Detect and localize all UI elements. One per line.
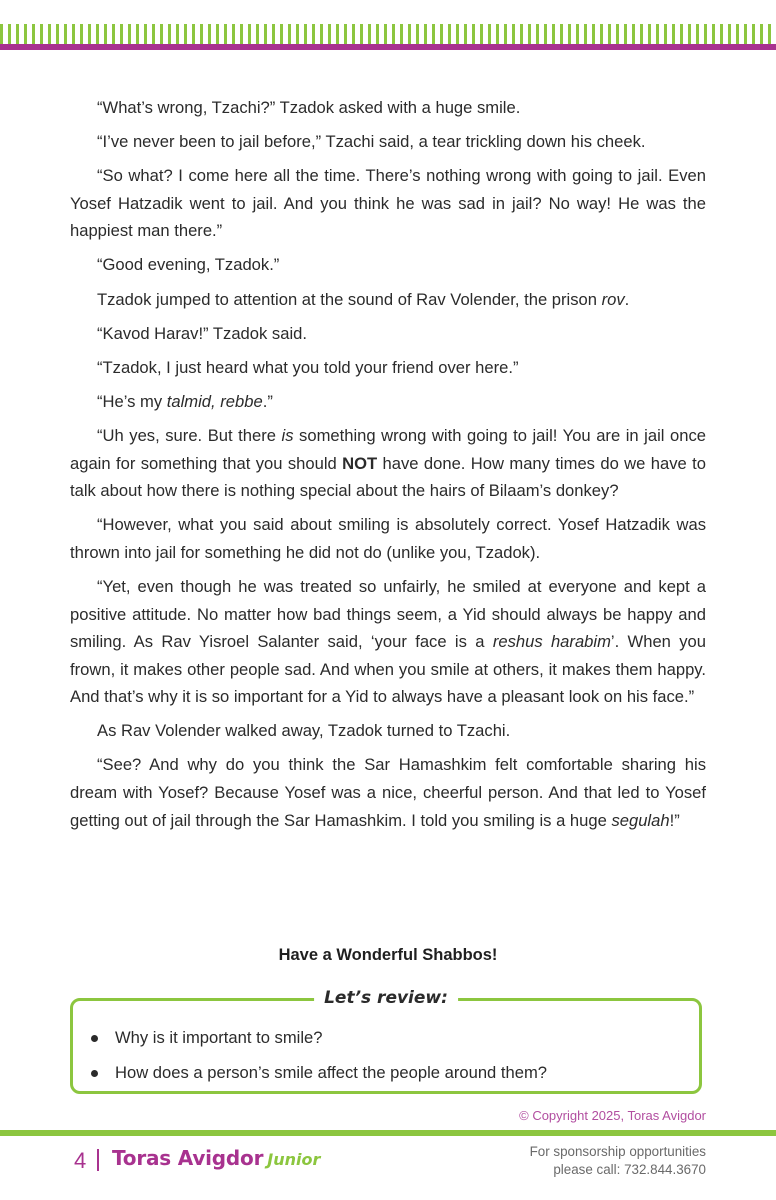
review-title: Let’s review:: [314, 987, 458, 1009]
sponsorship-line: For sponsorship opportunities: [529, 1144, 706, 1159]
brand-name: Toras Avigdor: [112, 1146, 264, 1170]
text-run: “He’s my: [97, 391, 167, 411]
paragraph: “However, what you said about smiling is absolutely correct. Yosef Hatzadik was thrown into jail for something he did not do (unlike you, Tzadok).: [70, 515, 706, 562]
bullet-icon: [91, 1070, 98, 1077]
bottom-rule: [0, 1130, 776, 1136]
sponsorship-phone: please call: 732.844.3670: [553, 1162, 706, 1177]
review-question: [87, 1027, 687, 1049]
italic-term: talmid, rebbe: [166, 391, 263, 411]
paragraph: “Good evening, Tzadok.”: [97, 255, 280, 275]
text-run: .”: [262, 391, 273, 411]
paragraph: As Rav Volender walked away, Tzadok turned to Tzachi.: [97, 721, 511, 741]
closing-greeting: Have a Wonderful Shabbos!: [278, 946, 498, 964]
review-list: [87, 1027, 687, 1097]
brand-logo: [112, 1146, 320, 1170]
text-run: Tzadok jumped to attention at the sound of Rav Volender, the prison: [97, 289, 602, 309]
paragraph: [70, 422, 706, 505]
paragraph: “I’ve never been to jail before,” Tzachi said, a tear trickling down his cheek.: [97, 132, 646, 152]
paragraph: [70, 286, 706, 314]
italic-term: is: [281, 425, 294, 445]
story-text: [70, 94, 706, 841]
top-rule: [0, 44, 776, 50]
paragraph: [70, 751, 706, 834]
text-run: .: [624, 289, 630, 309]
text-run: !”: [669, 810, 680, 830]
text-run: “Uh yes, sure. But there: [97, 425, 282, 445]
sponsorship-info: [530, 1143, 706, 1179]
paragraph: “What’s wrong, Tzachi?” Tzadok asked with a huge smile.: [97, 98, 521, 117]
review-box: [70, 988, 702, 1094]
copyright-notice: © Copyright 2025, Toras Avigdor: [519, 1108, 706, 1123]
text-run: ’. When you frown, it makes other people sad. And when you smile at others, it makes them happy. And that’s why it is so important for a Yid to always have a pleasant look on his face.”: [70, 632, 707, 707]
review-question-text: Why is it important to smile?: [115, 1028, 323, 1047]
page-number: 4: [74, 1148, 87, 1173]
paragraph: [70, 573, 706, 711]
italic-term: rov: [601, 289, 625, 309]
text-run: have done. How many times do we have to talk about how there is nothing special about the hairs of Bilaam’s donkey?: [70, 453, 706, 501]
paragraph: [70, 388, 706, 416]
italic-term: segulah: [611, 810, 670, 830]
paragraph: “Tzadok, I just heard what you told your friend over here.”: [97, 357, 519, 377]
brand-subtitle: Junior: [267, 1150, 321, 1169]
text-run: “Yet, even though he was treated so unfairly, he smiled at everyone and kept a positive attitude. No matter how bad things seem, a Yid should always be happy and smiling. As Rav Yisroel Salanter said, ‘your face is a: [70, 576, 706, 652]
footer-separator: [97, 1149, 99, 1171]
paragraph: “So what? I come here all the time. There’s nothing wrong with going to jail. Even Yosef Hatzadik went to jail. And you think he was sad in jail? No way! He was the happiest man there.”: [70, 166, 706, 241]
bullet-icon: [91, 1035, 98, 1042]
text-run: “See? And why do you think the Sar Hamashkim felt comfortable sharing his dream with Yosef? Because Yosef was a nice, cheerful person. And that led to Yosef getting out of jail through the Sar Hamashkim. I told you smiling is a huge: [70, 755, 706, 830]
italic-term: reshus harabim: [492, 632, 611, 652]
paragraph: “Kavod Harav!” Tzadok said.: [97, 323, 307, 343]
review-question: [87, 1062, 687, 1084]
review-question-text: How does a person’s smile affect the people around them?: [115, 1063, 548, 1082]
top-tick-border: [0, 24, 776, 44]
bold-term: NOT: [342, 453, 378, 473]
text-run: something wrong with going to jail! You are in jail once again for something that you should: [70, 425, 707, 473]
